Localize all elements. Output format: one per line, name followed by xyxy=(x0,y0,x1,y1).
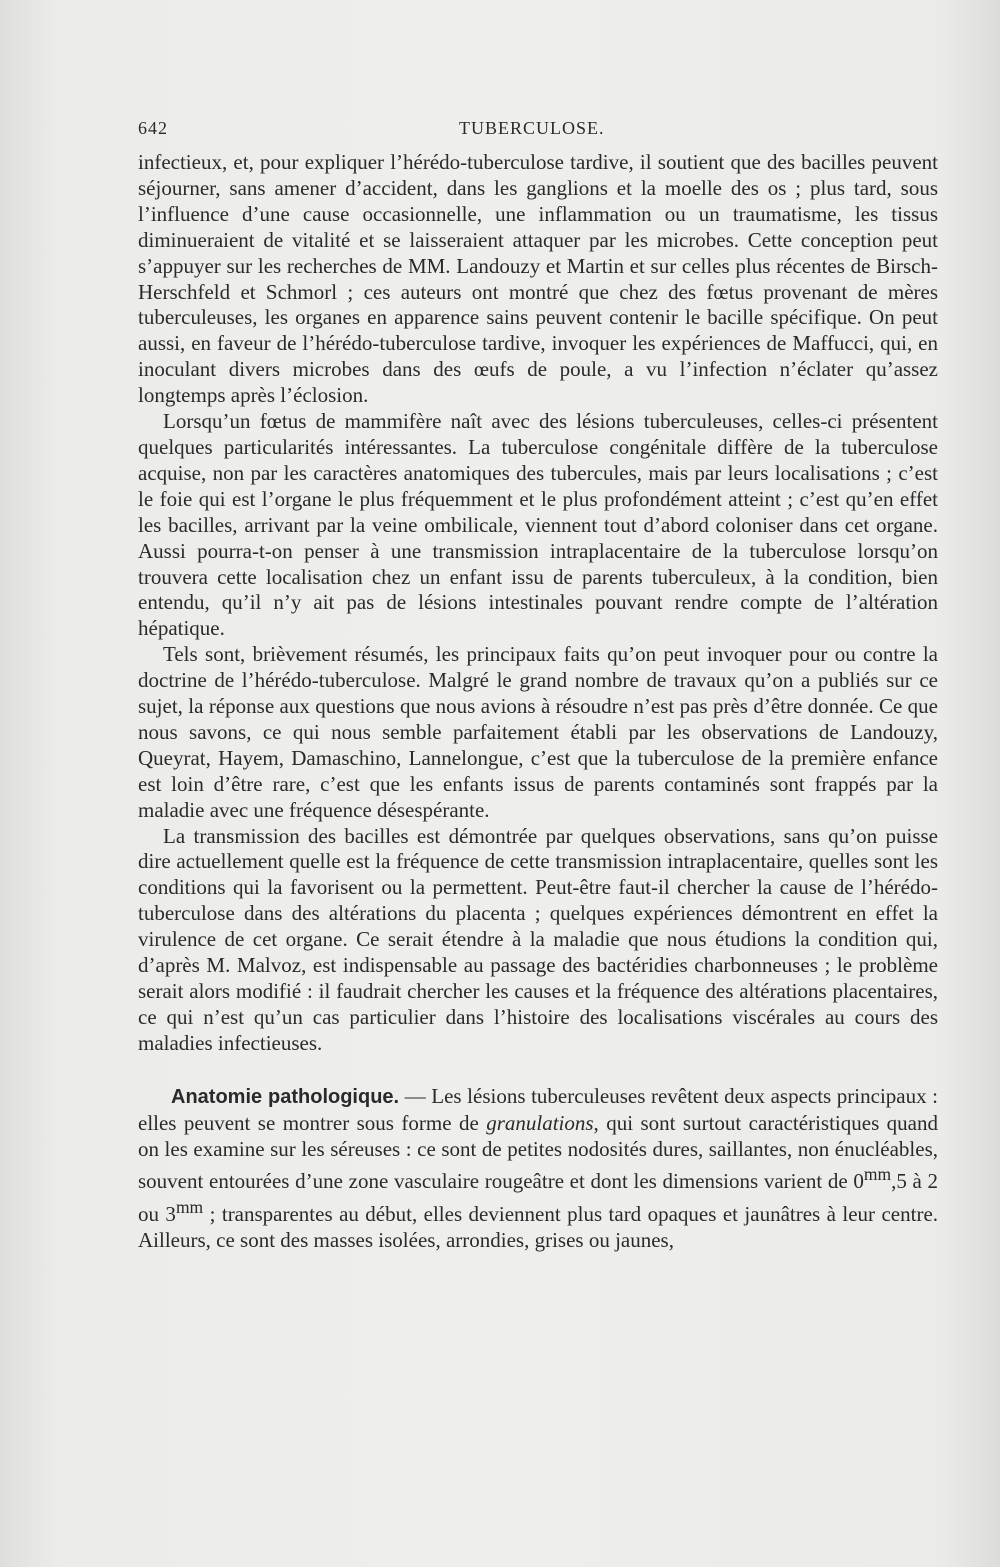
unit-superscript: mm xyxy=(863,1164,892,1185)
paragraph-summary: Tels sont, brièvement résumés, les principaux faits qu’on peut invoquer pour ou contre la doctrine de l’hérédo-tuberculose. Malgré le grand nombre de travaux qu’on a publiés sur ce sujet, la réponse aux questions que nous avions à résoudre n’est pas près d’être donnée. Ce que nous savons, ce qui nous semble parfaitement établi par les observations de Landouzy, Queyrat, Hayem, Damaschino, Lannelongue, c’est que la tuberculose de la première enfance est loin d’être rare, c’est que les enfants issus de parents contaminés sont frappés par la maladie avec une fréquence désespérante. xyxy=(138,642,938,822)
page-header xyxy=(138,118,938,148)
paragraph-transmission: La transmission des bacilles est démontrée par quelques observations, sans qu’on puisse dire actuellement quelle est la fréquence de cette transmission intraplacentaire, quelles sont les conditions qui la favorisent ou la permettent. Peut-être faut-il chercher la cause de l’hérédo-tuberculose dans des altérations du placenta ; quelques expériences démontrent en effet la virulence de cet organe. Ce serait étendre à la maladie que nous étudions la condition qui, d’après M. Malvoz, est indispensable au passage des bactéridies charbonneuses ; le problème serait alors modifié : il faudrait chercher les causes et la fréquence des altérations placentaires, ce qui n’est qu’un cas particulier dans l’histoire des localisations viscérales au cours des maladies infectieuses. xyxy=(138,823,938,1055)
section-heading: Anatomie pathologique. xyxy=(171,1085,400,1108)
italic-term-granulations: granulations xyxy=(486,1110,594,1135)
unit-superscript: mm xyxy=(175,1197,204,1218)
section-text-4: ; transparentes au début, elles deviennent plus tard opaques et jaunâtres à leur centre. Ailleurs, ce sont des masses isolées, arrondies, grises ou jaunes, xyxy=(138,1202,939,1253)
body-text xyxy=(138,150,938,1254)
section-anatomie-pathologique xyxy=(138,1084,938,1254)
section-text-1: Les lésions tuberculeuses revêtent deux aspects principaux : elles peuvent se montrer sous forme de xyxy=(138,1083,939,1135)
running-title: TUBERCULOSE. xyxy=(459,118,605,138)
page-number: 642 xyxy=(138,118,168,138)
section-text-3: ,5 à 2 ou 3 xyxy=(138,1169,938,1227)
section-text-2: , qui sont surtout caractéristiques quand on les examine sur les séreuses : ce sont de petites nodosités dures, saillantes, non énucléables, souvent entourées d’une zone vasculaire rougeâtre et dont les dimensions varient de 0 xyxy=(138,1110,938,1194)
paragraph-continued: infectieux, et, pour expliquer l’hérédo-tuberculose tardive, il soutient que des bacilles peuvent séjourner, sans amener d’accident, dans les ganglions et la moelle des os ; plus tard, sous l’influence d’une cause occasionnelle, une inflammation ou un traumatisme, les tissus diminueraient de vitalité et se laisseraient attaquer par les microbes. Cette conception peut s’appuyer sur les recherches de MM. Landouzy et Martin et sur celles plus récentes de Birsch-Herschfeld et Schmorl ; ces auteurs ont montré que chez des fœtus provenant de mères tuberculeuses, les organes en apparence sains peuvent contenir le bacille spécifique. On peut aussi, en faveur de l’hérédo-tuberculose tardive, invoquer les expériences de Maffucci, qui, en inoculant divers microbes dans des œufs de poule, a vu l’infection n’éclater qu’assez longtemps après l’éclosion. xyxy=(138,150,938,408)
paragraph-congenital-tuberculosis: Lorsqu’un fœtus de mammifère naît avec des lésions tuberculeuses, celles-ci présentent quelques particularités intéressantes. La tuberculose congénitale diffère de la tuberculose acquise, non par les caractères anatomiques des tubercules, mais par leurs localisations ; c’est le foie qui est l’organe le plus fréquemment et le plus profondément atteint ; c’est qu’en effet les bacilles, arrivant par la veine ombilicale, viennent tout d’abord coloniser dans cet organe. Aussi pourra-t-on penser à une transmission intraplacentaire de la tuberculose lorsqu’on trouvera cette localisation chez un enfant issu de parents tuberculeux, à la condition, bien entendu, qu’il n’y ait pas de lésions intestinales pouvant rendre compte de l’altération hépatique. xyxy=(138,409,938,641)
section-dash: — xyxy=(399,1083,432,1108)
